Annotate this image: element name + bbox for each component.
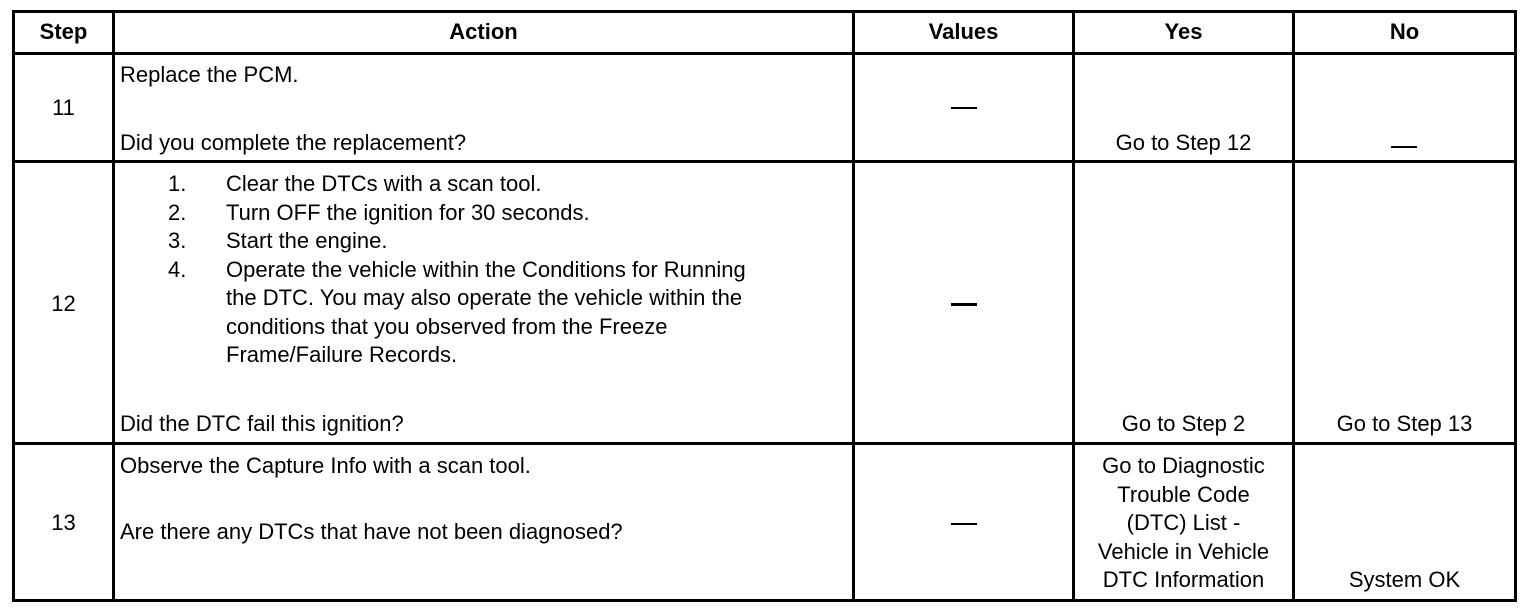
no-result: System OK: [1348, 567, 1461, 592]
row-divider: [12, 52, 1517, 55]
list-item: [120, 199, 845, 228]
step-number: 12: [51, 291, 76, 316]
list-item-text: Frame/Failure Records.: [226, 342, 458, 367]
action-steps: [120, 170, 845, 370]
numbered-steps: [120, 170, 845, 370]
column-divider: [1292, 10, 1295, 602]
column-divider: [112, 10, 115, 602]
yes-result: Go to Step 12: [1115, 130, 1252, 155]
list-item: [120, 227, 845, 256]
step-number: 11: [52, 95, 75, 120]
list-item-text: Start the engine.: [226, 228, 388, 253]
step-number: 13: [51, 510, 76, 535]
yes-result-line: Vehicle in Vehicle: [1097, 538, 1270, 564]
header-yes: Yes: [1164, 19, 1203, 45]
values-dash: [951, 107, 977, 109]
row-divider: [12, 160, 1517, 163]
yes-result: Go to Step 2: [1121, 411, 1246, 436]
yes-result-line: Go to Diagnostic: [1102, 453, 1265, 478]
yes-result-line: DTC Information: [1102, 567, 1265, 592]
table-border-right: [1514, 10, 1517, 602]
list-item: [120, 256, 845, 370]
list-item-text: Clear the DTCs with a scan tool.: [226, 171, 542, 196]
list-item-text: conditions that you observed from the Freeze: [226, 313, 668, 339]
no-dash: [1391, 146, 1417, 148]
header-step: Step: [39, 19, 88, 45]
list-item-text: the DTC. You may also operate the vehicle within the: [226, 285, 743, 310]
action-question: Did you complete the replacement?: [120, 130, 467, 155]
action-question: Did the DTC fail this ignition?: [120, 411, 404, 436]
header-action: Action: [449, 19, 518, 45]
list-item: [120, 170, 845, 199]
yes-result-line: Trouble Code: [1117, 481, 1250, 507]
no-result: Go to Step 13: [1336, 411, 1473, 436]
column-divider: [852, 10, 855, 602]
values-dash: [951, 523, 977, 525]
action-text: Replace the PCM.: [120, 62, 299, 87]
yes-result: [1075, 452, 1292, 595]
header-no: No: [1389, 19, 1420, 45]
table-border-bottom: [12, 599, 1517, 602]
list-item-number: 1.: [168, 171, 187, 196]
action-question: Are there any DTCs that have not been diagnosed?: [120, 519, 623, 544]
yes-result-line: (DTC) List -: [1126, 510, 1241, 535]
header-values: Values: [928, 19, 999, 45]
values-dash: [951, 303, 977, 306]
row-divider: [12, 442, 1517, 445]
list-item-number: 3.: [168, 228, 187, 253]
list-item-text: Turn OFF the ignition for 30 seconds.: [226, 199, 590, 225]
list-item-text: Operate the vehicle within the Conditions for Running: [226, 256, 746, 282]
list-item-number: 4.: [168, 256, 187, 282]
action-text: Observe the Capture Info with a scan tool.: [120, 453, 531, 478]
list-item-number: 2.: [168, 199, 187, 225]
